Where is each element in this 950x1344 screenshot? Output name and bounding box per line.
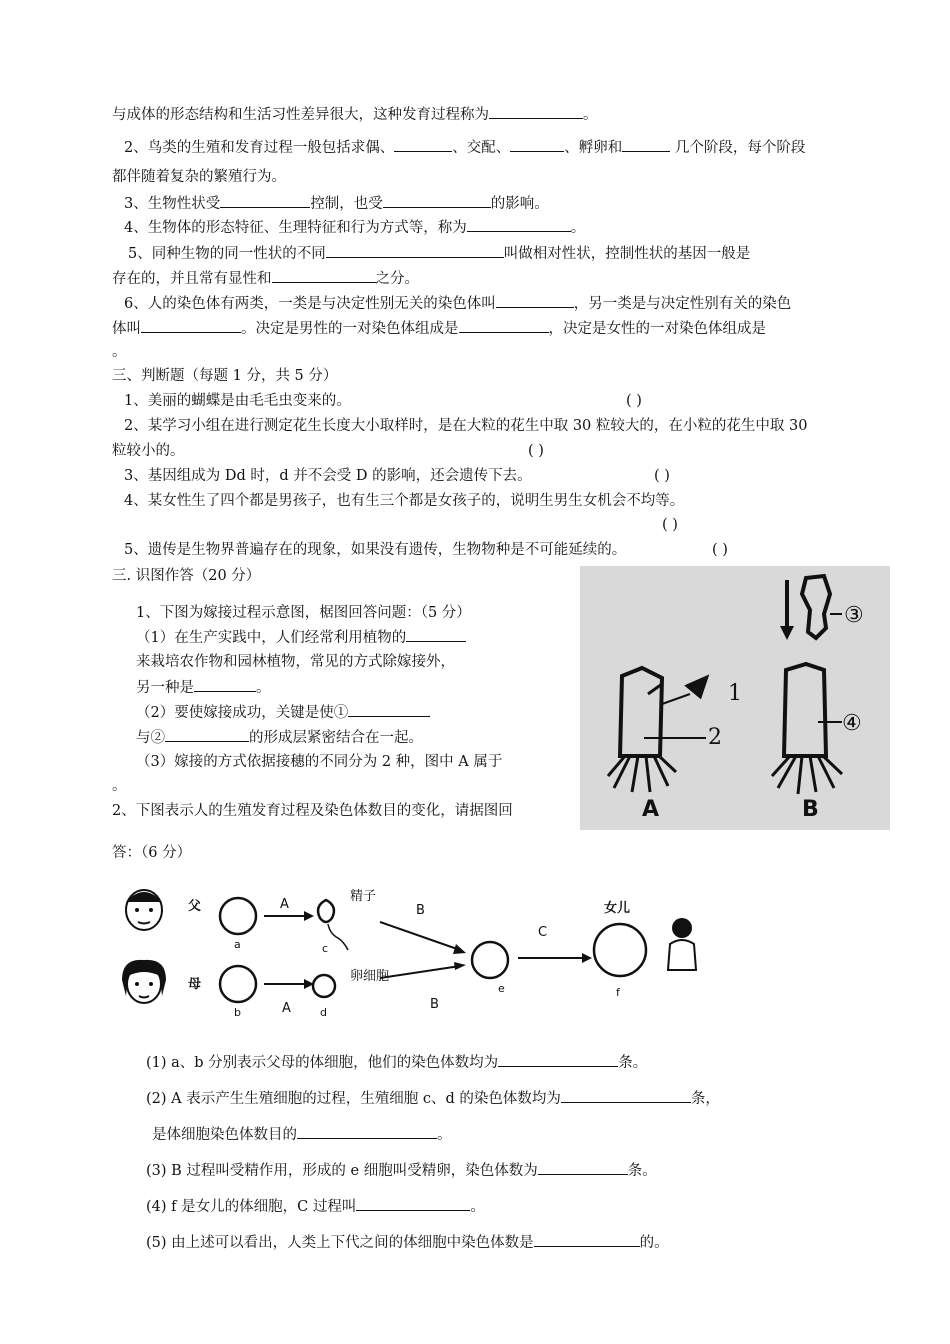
blank[interactable]	[406, 627, 466, 642]
label-4: ④	[842, 711, 862, 736]
label-3: ③	[844, 603, 864, 628]
line-9	[112, 318, 766, 339]
text: 条，	[690, 1091, 720, 1107]
text: （2）要使嫁接成功，关键是使①	[136, 705, 349, 721]
blank[interactable]	[220, 193, 310, 208]
q2-2	[146, 1088, 720, 1109]
text: 、交配、	[452, 140, 511, 156]
text: 都伴随着复杂的繁殖行为。	[112, 169, 286, 185]
q2-1	[146, 1052, 647, 1073]
q1-title: 1、下图为嫁接过程示意图，椐图回答问题：（5 分）	[136, 605, 471, 621]
text: 3、生物性状受	[124, 196, 221, 212]
text: (4) f 是女儿的体细胞，C 过程叫	[146, 1199, 357, 1215]
text: 条。	[627, 1163, 657, 1179]
arrow-b-bottom	[380, 966, 460, 978]
blank[interactable]	[141, 318, 241, 333]
scion-3	[802, 576, 830, 638]
roots-b	[772, 756, 842, 794]
text: （1）在生产实践中，人们经常利用植物的	[136, 630, 407, 646]
cell-f	[594, 924, 646, 976]
text: (1) a、b 分别表示父母的体细胞，他们的染色体数均为	[146, 1055, 499, 1071]
line-6	[128, 243, 750, 264]
label-b: b	[234, 1006, 241, 1019]
blank[interactable]	[534, 1232, 640, 1247]
text: 的形成层紧密结合在一起。	[249, 730, 423, 746]
label-d: d	[320, 1006, 327, 1019]
roots-a	[608, 756, 676, 792]
blank[interactable]	[383, 193, 491, 208]
q2-title: 2、下图表示人的生殖发育过程及染色体数目的变化，请据图回	[112, 803, 513, 819]
blank[interactable]	[510, 137, 564, 152]
down-arrow-head	[780, 626, 794, 640]
label-2: 2	[708, 725, 722, 750]
stock-b	[784, 664, 826, 756]
text: 。	[437, 1127, 452, 1143]
blank[interactable]	[165, 727, 249, 742]
judge-3-answer[interactable]: ( )	[654, 468, 670, 484]
text: 叫做相对性状，控制性状的基因一般是	[503, 246, 751, 262]
line-4	[124, 193, 549, 214]
text: 与成体的形态结构和生活习性差异很大，这种发育过程称为	[112, 107, 489, 123]
text: 的。	[639, 1235, 669, 1251]
judge-5: 5、遗传是生物界普遍存在的现象，如果没有遗传，生物物种是不可能延续的。	[124, 542, 627, 558]
q2-3	[146, 1160, 657, 1181]
label-A-top: A	[280, 897, 289, 912]
q2-5	[146, 1232, 669, 1253]
text: 6、人的染色体有两类，一类是与决定性别无关的染色体叫	[124, 296, 496, 312]
line-7	[112, 268, 419, 289]
text: 控制，也受	[310, 196, 383, 212]
text: 5、同种生物的同一性状的不同	[128, 246, 326, 262]
q1-3: （3）嫁接的方式依据接穗的不同分为 2 种，图中 A 属于	[136, 754, 503, 770]
text: 另一种是	[136, 680, 194, 696]
judge-1-answer[interactable]: ( )	[626, 393, 642, 409]
text: 条。	[618, 1055, 648, 1071]
label-e: e	[498, 982, 505, 995]
reproduction-figure	[108, 878, 720, 1034]
label-f: f	[616, 986, 620, 999]
line-8	[124, 293, 791, 314]
label-B-top: B	[416, 903, 425, 918]
section-figure-title: 三. 识图作答（20 分）	[112, 568, 261, 584]
label-c: c	[322, 942, 329, 955]
line-5	[124, 217, 585, 238]
text: (2) A 表示产生生殖细胞的过程，生殖细胞 c、d 的染色体数均为	[146, 1091, 561, 1107]
label-A-bottom: A	[282, 1001, 291, 1016]
line-10: 。	[112, 344, 127, 360]
text: ，另一类是与决定性别有关的染色	[573, 296, 792, 312]
blank[interactable]	[194, 677, 256, 692]
q1-3-end: 。	[112, 778, 127, 794]
label-daughter: 女儿	[604, 901, 631, 916]
text: 之分。	[375, 271, 419, 287]
judge-1	[124, 391, 351, 411]
grafting-figure	[580, 566, 890, 830]
blank[interactable]	[356, 1196, 470, 1211]
judge-4-answer[interactable]: ( )	[662, 517, 678, 533]
label-a: a	[234, 938, 241, 951]
judge-2-answer[interactable]: ( )	[528, 443, 544, 459]
label-sperm: 精子	[350, 889, 377, 904]
text: 。	[583, 107, 598, 123]
section-judgement-title: 三、判断题（每题 1 分，共 5 分）	[112, 368, 338, 384]
label-C: C	[538, 925, 548, 940]
stock-a	[620, 668, 662, 756]
text: 1、美丽的蝴蝶是由毛毛虫变来的。	[124, 393, 351, 409]
label-1: 1	[728, 681, 742, 706]
q1-2-cont	[136, 727, 423, 748]
cell-b	[220, 966, 256, 1002]
blank[interactable]	[538, 1160, 628, 1175]
blank[interactable]	[498, 1052, 618, 1067]
daughter-head	[672, 918, 692, 938]
label-a: A	[642, 797, 660, 822]
text: 、孵卵和	[564, 140, 623, 156]
judge-2-cont: 粒较小的。	[112, 443, 185, 459]
label-father: 父	[188, 899, 202, 914]
text: 存在的，并且常有显性和	[112, 271, 272, 287]
text: 。	[570, 220, 586, 236]
q2-title-cont: 答：（6 分）	[112, 845, 192, 861]
blank[interactable]	[394, 137, 452, 152]
q1-2	[136, 702, 430, 723]
blank[interactable]	[467, 217, 571, 232]
judge-5-answer[interactable]: ( )	[712, 542, 728, 558]
label-B-bottom: B	[430, 997, 439, 1012]
blank[interactable]	[561, 1088, 691, 1103]
text: 是体细胞染色体数目的	[152, 1127, 297, 1143]
text: 。	[470, 1199, 485, 1215]
label-b: B	[802, 797, 819, 822]
text: (5) 由上述可以看出，人类上下代之间的体细胞中染色体数是	[146, 1235, 534, 1251]
reproduction-diagram	[108, 878, 720, 1034]
cell-a	[220, 898, 256, 934]
line-2	[124, 137, 805, 158]
blank[interactable]	[622, 137, 670, 152]
judge-3: 3、基因组成为 Dd 时，d 并不会受 D 的影响，还会遗传下去。	[124, 468, 532, 484]
daughter-body	[668, 940, 696, 970]
text: 的影响。	[490, 196, 549, 212]
text: ，决定是女性的一对染色体组成是	[548, 321, 766, 337]
judge-4: 4、某女性生了四个都是男孩子，也有生三个都是女孩子的，说明生男生女机会不均等。	[124, 493, 685, 509]
text: 4、生物体的形态特征、生理特征和行为方式等，称为	[124, 220, 467, 236]
egg-d	[313, 975, 335, 997]
blank[interactable]	[489, 104, 583, 119]
blank[interactable]	[272, 268, 376, 283]
label-egg: 卵细胞	[350, 969, 390, 984]
blank[interactable]	[459, 318, 549, 333]
q2-2-cont	[152, 1124, 452, 1145]
text: 。	[256, 680, 271, 696]
line-1	[112, 104, 598, 125]
label-mother: 母	[188, 977, 202, 992]
line-3	[112, 167, 286, 187]
text: 与②	[136, 730, 165, 746]
text: 体叫	[112, 321, 141, 337]
q1-1-cont: 来栽培农作物和园林植物，常见的方式除嫁接外，	[136, 654, 455, 670]
blank[interactable]	[297, 1124, 437, 1139]
q1-1-cont2	[136, 677, 271, 698]
judge-2: 2、某学习小组在进行测定花生长度大小取样时，是在大粒的花生中取 30 粒较大的，在小粒的花生中取 30	[124, 418, 808, 434]
grafting-diagram	[580, 566, 890, 830]
q1-1	[136, 627, 466, 648]
bud-1	[688, 678, 706, 696]
text: (3) B 过程叫受精作用，形成的 e 细胞叫受精卵，染色体数为	[146, 1163, 538, 1179]
cell-e	[472, 942, 508, 978]
text: 几个阶段，每个阶段	[674, 140, 806, 156]
text: 。决定是男性的一对染色体组成是	[241, 321, 459, 337]
arrow-b-top	[380, 922, 460, 950]
blank[interactable]	[496, 293, 574, 308]
q2-4	[146, 1196, 485, 1217]
sperm-c	[318, 900, 334, 922]
text: 2、鸟类的生殖和发育过程一般包括求偶、	[124, 140, 395, 156]
blank[interactable]	[326, 243, 504, 258]
blank[interactable]	[348, 702, 430, 717]
